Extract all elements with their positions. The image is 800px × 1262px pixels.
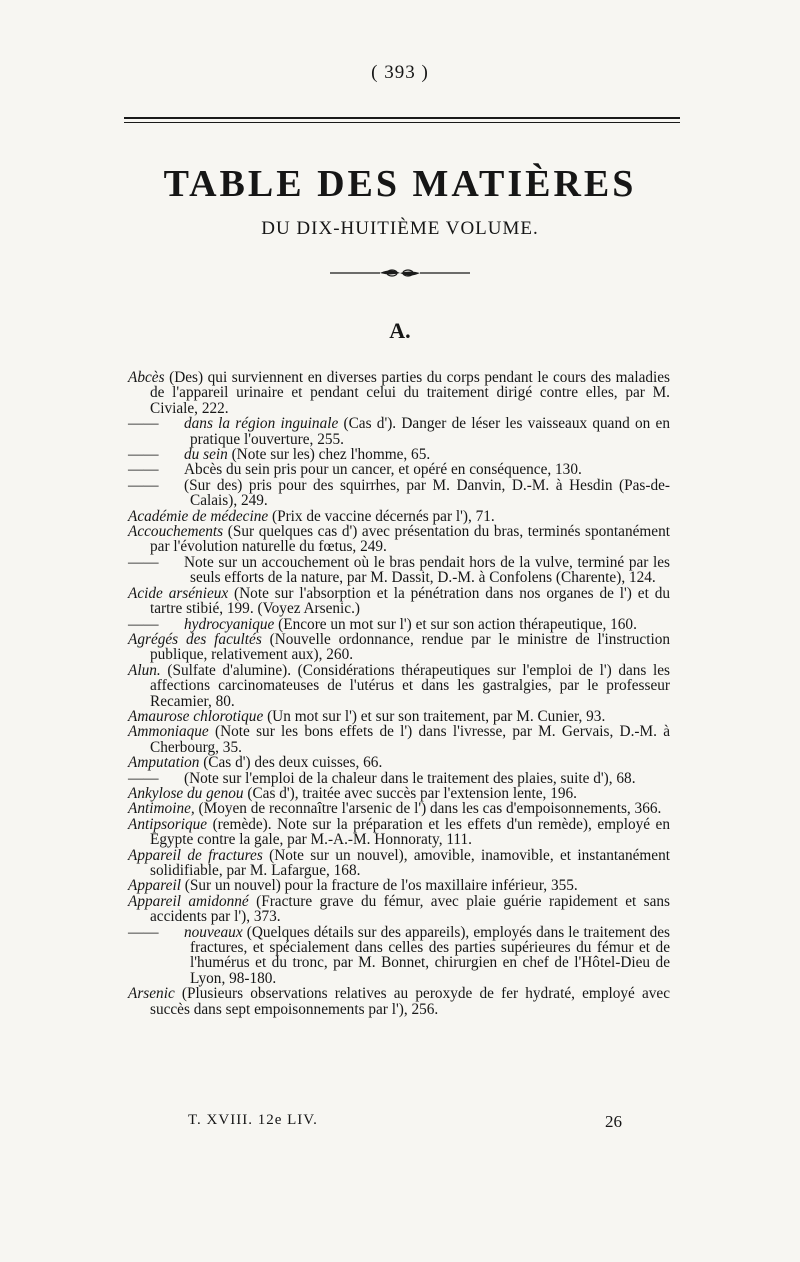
entry-keyword: Abcès [128,369,165,386]
entry-text: (Note sur l'emploi de la chaleur dans le traitement des plaies, suite d'), 68. [184,769,636,787]
entry-keyword: Accouchements [128,523,224,541]
page-title: TABLE DES MATIÈRES [163,163,637,205]
entry-text: (remède). Note sur la préparation et les effets d'un remède), employé en Egypte contre la gale, par M.-A.-M. Honnoraty, 111. [150,815,670,849]
entry-keyword: Arsenic [128,985,175,1003]
entry-text: (Moyen de reconnaître l'arsenic de l') dans les cas d'empoisonnements, 366. [194,800,662,818]
ditto-dash: —— [128,446,159,464]
index-entry [128,848,670,879]
entry-keyword: dans la région inguinale [184,415,339,433]
signature-mark: T. XVIII. 12e LIV. [188,1112,318,1128]
index-subentry [128,925,670,987]
entry-keyword: Ammoniaque [128,723,209,741]
page-footer [188,1112,622,1129]
section-letter: A. [389,318,411,343]
index-entry [128,894,670,925]
entry-text: (Des) qui surviennent en diverses parties du corps pendant le cours des maladies de l'appareil urinaire et pendant celui du traitement dirigé contre elles, par M. Civiale, 222. [150,369,670,417]
index-subentry [128,416,670,447]
index-subentry [128,617,670,632]
entry-keyword: Amaurose chlorotique [128,707,264,725]
entry-text: (Sulfate d'alumine). (Considérations thérapeutiques sur l'emploi de l') dans les affections carcinomateuses de l'utérus et dans les gastralgies, par le professeur Recamier, 80. [150,661,670,710]
sheet-number: 26 [605,1112,622,1131]
entry-keyword: Alun. [128,661,161,679]
index-subentry [128,555,670,586]
entry-text: (Plusieurs observations relatives au peroxyde de fer hydraté, employé avec succès dans sept empoisonnements par l'), 256. [150,985,670,1018]
entry-text: (Cas d'), traitée avec succès par l'extension lente, 196. [243,784,577,802]
index-subentry [128,447,670,462]
ditto-dash: —— [128,923,159,941]
entry-text: (Note sur les) chez l'homme, 65. [227,446,431,464]
index-entry [128,817,670,848]
entry-keyword: Amputation [128,754,200,772]
index-entry [128,709,670,724]
entry-text: (Un mot sur l') et sur son traitement, par M. Cunier, 93. [263,707,606,725]
ditto-dash: —— [128,461,159,479]
entry-text: (Sur un nouvel) pour la fracture de l'os maxillaire inférieur, 355. [180,877,578,895]
entry-keyword: Appareil [128,877,181,895]
page-number: ( 393 ) [371,62,429,83]
entry-text: (Cas d') des deux cuisses, 66. [199,754,383,772]
index-subentry [128,462,670,477]
entry-text: (Quelques détails sur des appareils), employés dans le traitement des fractures, et spécialement dans celles des parties supérieures du fémur et de l'humérus et du tronc, par M. Bonnet, chirurgien en chef de l'Hôtel-Dieu de Lyon, 98-180. [190,923,670,987]
index-subentry [128,771,670,786]
index-entry [128,524,670,555]
entry-text: (Sur des) pris pour des squirrhes, par M. Danvin, D.-M. à Hesdin (Pas-de-Calais), 249. [184,476,670,510]
entry-keyword: Ankylose du genou [128,784,244,802]
entry-text: (Note sur l'absorption et la pénétration dans nos organes de l') et du tartre stibié, 199. (Voyez Arsenic.) [150,584,670,618]
index-entry [128,801,670,816]
entry-text: (Fracture grave du fémur, avec plaie guérie rapidement et sans accidents par l'), 373. [150,892,670,926]
entry-keyword: Acide arsénieux [128,584,229,602]
page-subtitle: DU DIX-HUITIÈME VOLUME. [261,218,539,239]
entry-text: (Sur quelques cas d') avec présentation du bras, terminés spontanément par l'évolution naturelle du fœtus, 249. [150,523,670,556]
entry-text: (Cas d'). Danger de léser les vaisseaux quand on en pratique l'ouverture, 255. [190,415,670,448]
index-entry [128,755,670,770]
entry-text: (Note sur les bons effets de l') dans l'ivresse, par M. Gervais, D.-M. à Cherbourg, 35. [150,723,670,756]
index-entry [128,986,670,1017]
index-entry [128,878,670,893]
entry-keyword: Académie de médecine [128,507,269,525]
ditto-dash: —— [128,553,159,571]
entry-text: Abcès du sein pris pour un cancer, et opéré en conséquence, 130. [184,461,582,479]
entry-text: Note sur un accouchement où le bras pendait hors de la vulve, terminé par les seuls efforts de la nature, par M. Dassit, D.-M. à Confolens (Charente), 124. [184,553,670,587]
entry-keyword: Antipsorique [128,815,208,833]
double-rule [124,117,680,123]
index-entry [128,509,670,524]
entry-keyword: Appareil amidonné [128,892,249,910]
ornament-divider [0,266,800,284]
index-entry [128,632,670,663]
index-subentry [128,478,670,509]
index-entry [128,663,670,709]
ditto-dash: —— [128,615,159,633]
entry-keyword: Appareil de fractures [128,846,263,864]
ditto-dash: —— [128,476,159,494]
index-entry [128,586,670,617]
entry-text: (Prix de vaccine décernés par l'), 71. [268,507,495,525]
entry-text: (Encore un mot sur l') et sur son action thérapeutique, 160. [274,615,637,633]
entry-keyword: nouveaux [184,923,243,941]
entry-keyword: Agrégés des facultés [128,630,262,648]
ditto-dash: —— [128,415,159,433]
index-entry [128,786,670,801]
entry-text: (Nouvelle ordonnance, rendue par le ministre de l'instruction publique, relativement aux), 260. [150,630,670,664]
entry-keyword: du sein [184,446,228,464]
entry-keyword: Antimoine, [128,800,195,818]
entry-keyword: hydrocyanique [184,615,275,633]
index-entry [128,370,670,416]
ditto-dash: —— [128,769,159,787]
index-entry [128,724,670,755]
index-entries [128,370,670,1017]
entry-text: (Note sur un nouvel), amovible, inamovible, et instantanément solidifiable, par M. Lafargue, 168. [150,846,670,879]
